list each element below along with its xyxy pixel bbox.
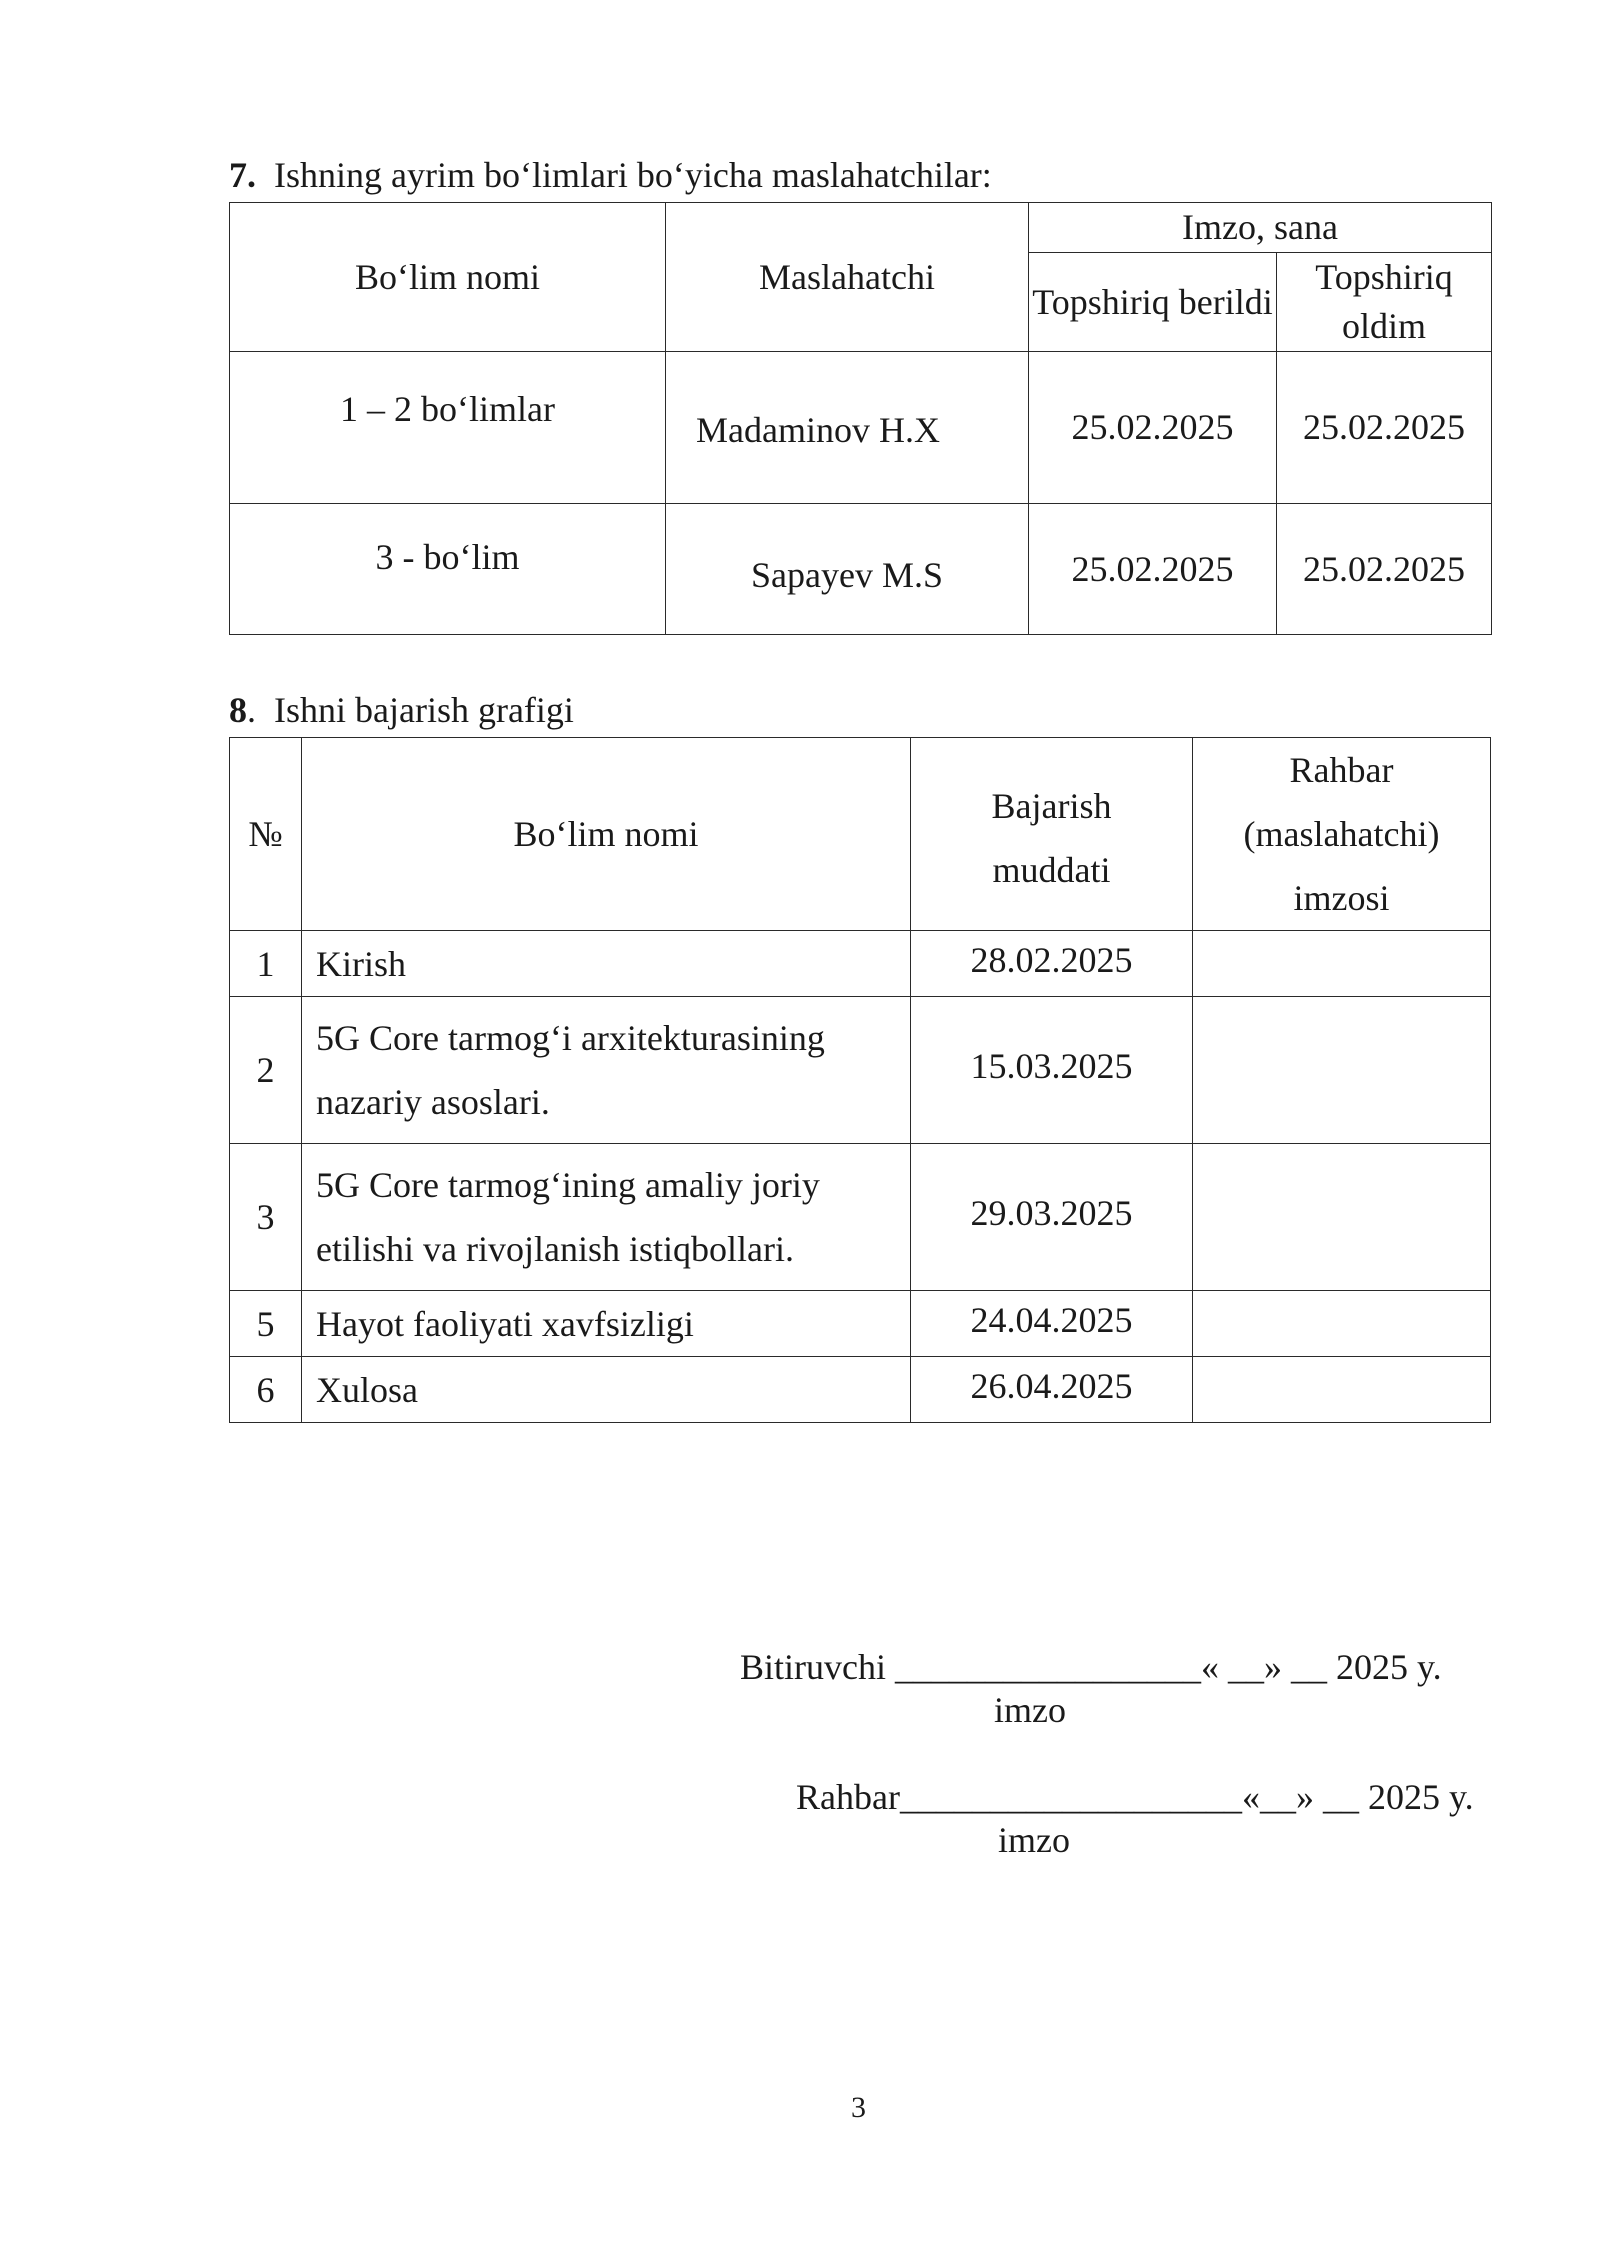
row-received-date: 25.02.2025 <box>1277 504 1492 635</box>
row-number: 1 <box>230 931 302 997</box>
row-section <box>230 504 666 635</box>
section-8-number: 8 <box>229 690 247 730</box>
row-deadline-text: 28.02.2025 <box>970 939 1133 980</box>
header-signature-text: Rahbar (maslahatchi) imzosi <box>1243 750 1440 918</box>
row-section <box>230 352 666 504</box>
header-task-given-text: Topshiriq berildi <box>1032 281 1273 322</box>
row-deadline <box>911 1144 1193 1291</box>
row-given-date: 25.02.2025 <box>1029 352 1277 504</box>
row-signature <box>1193 1291 1491 1357</box>
row-name: Hayot faoliyati xavfsizligi <box>302 1291 911 1357</box>
section-7-title <box>229 153 992 197</box>
row-number: 6 <box>230 1357 302 1423</box>
row-signature <box>1193 931 1491 997</box>
table-row <box>230 352 1492 504</box>
advisors-table <box>229 202 1492 635</box>
header-signature <box>1193 738 1491 931</box>
row-deadline <box>911 1357 1193 1423</box>
header-deadline <box>911 738 1193 931</box>
supervisor-signature-caption: imzo <box>998 1820 1070 1860</box>
row-name: Xulosa <box>302 1357 911 1423</box>
schedule-table <box>229 737 1491 1423</box>
row-section-text: 3 - bo‘lim <box>375 536 520 577</box>
row-signature <box>1193 1144 1491 1291</box>
header-signature-date: Imzo, sana <box>1029 203 1492 253</box>
table-row <box>230 997 1491 1144</box>
graduate-signature-caption: imzo <box>994 1690 1066 1730</box>
row-advisor-text: Madaminov H.X <box>696 410 940 450</box>
row-number: 2 <box>230 997 302 1144</box>
header-task-received-text: Topshiriq oldim <box>1315 257 1453 346</box>
row-deadline <box>911 1291 1193 1357</box>
header-section-name: Bo‘lim nomi <box>302 738 911 931</box>
row-deadline <box>911 931 1193 997</box>
header-task-received <box>1277 253 1492 352</box>
row-signature <box>1193 1357 1491 1423</box>
row-name: 5G Core tarmog‘ining amaliy joriy etilishi va rivojlanish istiqbollari. <box>302 1144 911 1291</box>
section-8-title-text: . Ishni bajarish grafigi <box>247 690 574 730</box>
row-section-text: 1 – 2 bo‘limlar <box>340 389 555 429</box>
row-number: 3 <box>230 1144 302 1291</box>
row-given-date: 25.02.2025 <box>1029 504 1277 635</box>
section-7-number: 7. <box>229 155 256 195</box>
section-8-title <box>229 688 574 732</box>
row-deadline-text: 26.04.2025 <box>970 1365 1133 1406</box>
row-name: Kirish <box>302 931 911 997</box>
header-section-name: Bo‘lim nomi <box>230 203 666 352</box>
row-deadline <box>911 997 1193 1144</box>
row-advisor-text: Sapayev M.S <box>751 554 943 595</box>
table-row <box>230 1144 1491 1291</box>
page-number: 3 <box>851 2091 866 2124</box>
row-received-date: 25.02.2025 <box>1277 352 1492 504</box>
graduate-signature-line: Bitiruvchi _________________« __» __ 2025 y. <box>740 1647 1442 1687</box>
row-deadline-text: 15.03.2025 <box>970 1046 1133 1086</box>
table-row <box>230 504 1492 635</box>
table-row <box>230 931 1491 997</box>
table-row <box>230 1357 1491 1423</box>
row-advisor <box>666 352 1029 504</box>
row-signature <box>1193 997 1491 1144</box>
header-advisor: Maslahatchi <box>666 203 1029 352</box>
header-deadline-text: Bajarish muddati <box>991 786 1112 890</box>
row-deadline-text: 24.04.2025 <box>970 1299 1133 1340</box>
row-deadline-text: 29.03.2025 <box>970 1193 1133 1233</box>
supervisor-signature-line: Rahbar___________________«__» __ 2025 y. <box>796 1777 1474 1817</box>
row-name: 5G Core tarmog‘i arxitekturasining nazariy asoslari. <box>302 997 911 1144</box>
header-task-given <box>1029 253 1277 352</box>
row-advisor <box>666 504 1029 635</box>
section-7-title-text: Ishning ayrim bo‘limlari bo‘yicha maslahatchilar: <box>274 155 992 195</box>
table-row <box>230 1291 1491 1357</box>
header-no: № <box>230 738 302 931</box>
row-number: 5 <box>230 1291 302 1357</box>
